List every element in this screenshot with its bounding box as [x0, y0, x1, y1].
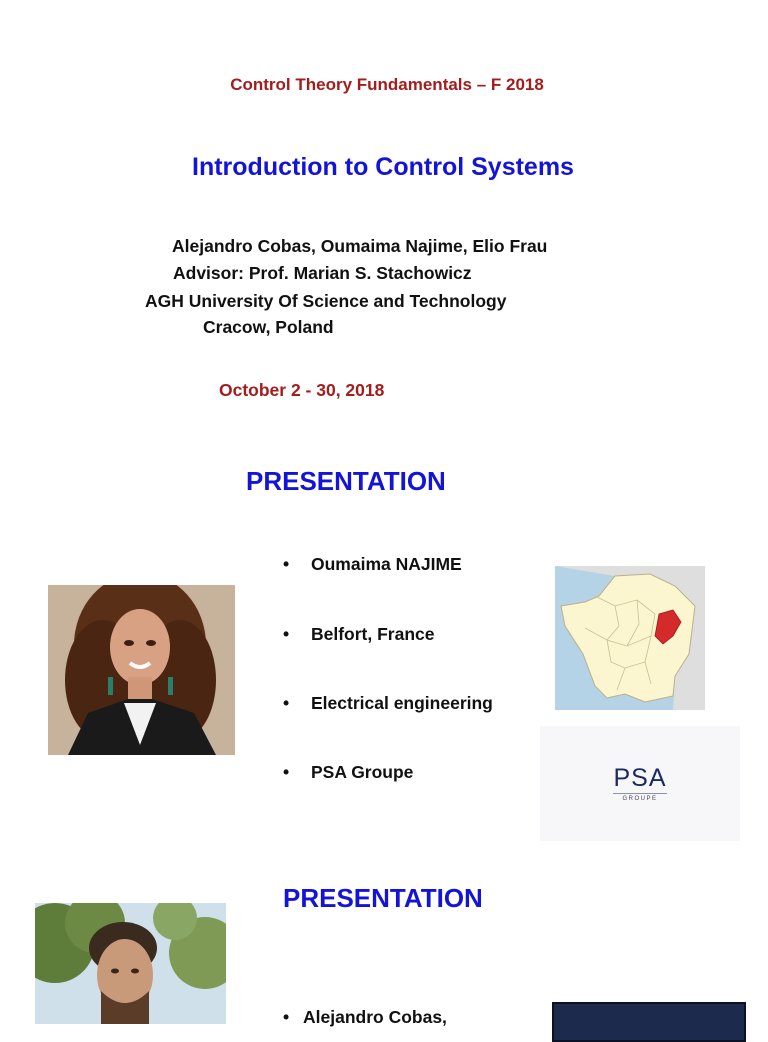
- portrait-photo-2: [35, 903, 226, 1024]
- bullet-item: [283, 554, 462, 575]
- bullet-item: [283, 693, 493, 714]
- bullet-text: Oumaima NAJIME: [311, 554, 462, 574]
- bullet-text: Alejandro Cobas,: [303, 1007, 447, 1027]
- course-title: Control Theory Fundamentals – F 2018: [230, 75, 544, 94]
- psa-logo: [540, 726, 740, 841]
- bullet-dot: •: [283, 554, 290, 574]
- france-map: [555, 566, 705, 710]
- advisor: Advisor: Prof. Marian S. Stachowicz: [173, 263, 472, 283]
- bullet-dot: •: [283, 762, 290, 782]
- image-placeholder-dark: [552, 1002, 746, 1042]
- bullet-item: [283, 1007, 447, 1028]
- psa-logo-subtitle: GROUPE: [622, 796, 658, 802]
- section-heading-1: PRESENTATION: [246, 466, 446, 496]
- location: Cracow, Poland: [203, 317, 334, 337]
- psa-logo-divider: [613, 793, 667, 794]
- dates: October 2 - 30, 2018: [219, 380, 385, 400]
- portrait-photo-1: [48, 585, 235, 755]
- bullet-dot: •: [283, 693, 290, 713]
- bullet-item: [283, 624, 435, 645]
- psa-logo-text: PSA: [613, 764, 667, 792]
- bullet-text: PSA Groupe: [311, 762, 414, 782]
- bullet-dot: •: [283, 1007, 290, 1027]
- bullet-text: Electrical engineering: [311, 693, 493, 713]
- bullet-item: [283, 762, 413, 783]
- university: AGH University Of Science and Technology: [145, 291, 507, 311]
- bullet-text: Belfort, France: [311, 624, 435, 644]
- main-title: Introduction to Control Systems: [192, 153, 574, 181]
- bullet-dot: •: [283, 624, 290, 644]
- section-heading-2: PRESENTATION: [283, 883, 483, 913]
- authors: Alejandro Cobas, Oumaima Najime, Elio Frau: [172, 236, 548, 256]
